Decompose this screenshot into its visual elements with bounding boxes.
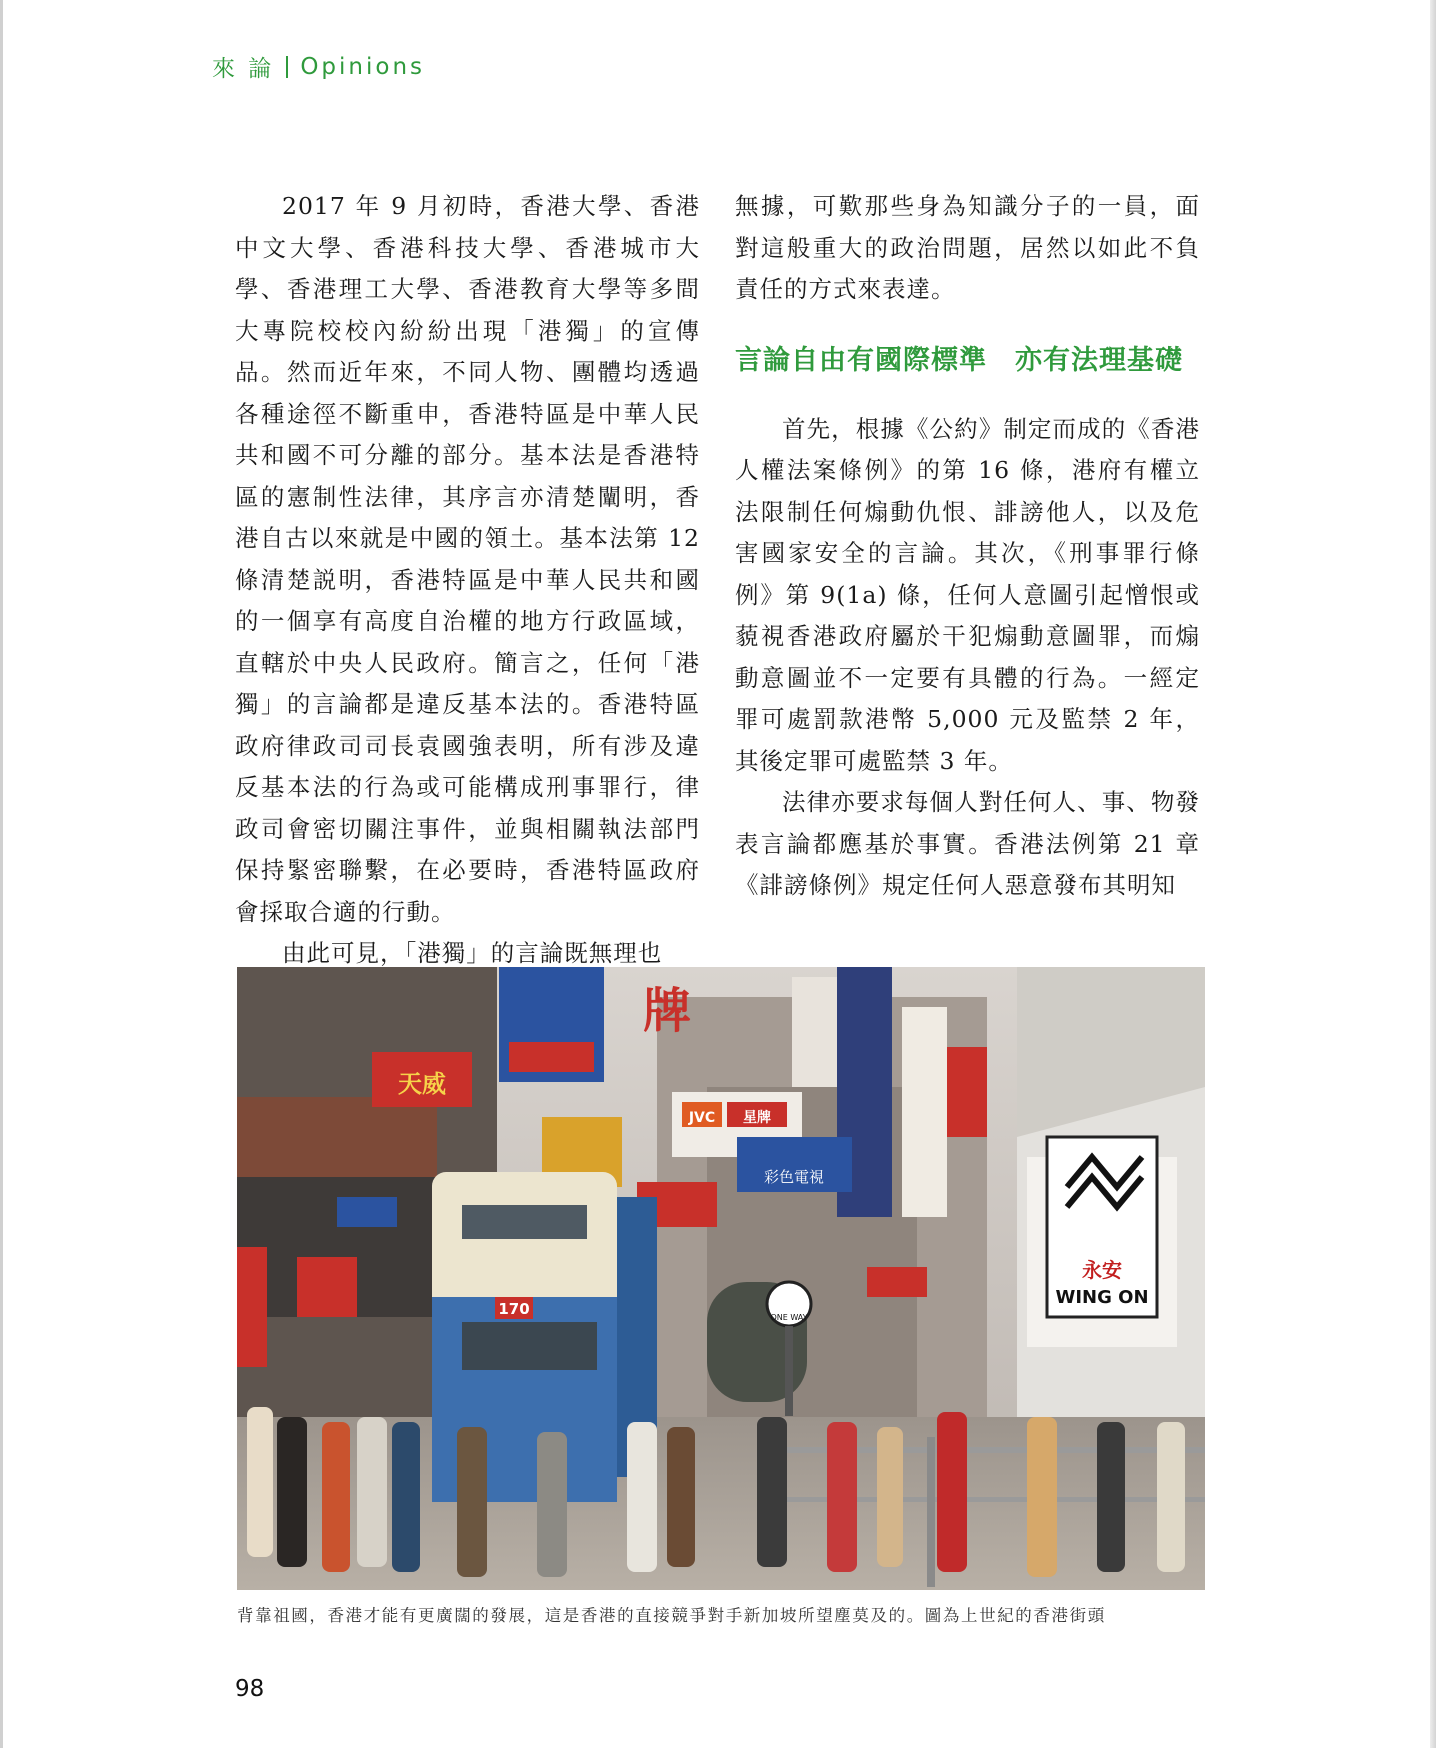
section-header — [212, 50, 425, 83]
left-column — [235, 186, 700, 975]
page-number: 98 — [235, 1676, 265, 1702]
wing-on-en-sign: WING ON — [1055, 1287, 1149, 1308]
color-tv-sign: 彩色電視 — [763, 1168, 825, 1186]
paragraph-1: 2017 年 9 月初時，香港大學、香港中文大學、香港科技大學、香港城市大學、香港理工大學、香港教育大學等多間大專院校校內紛紛出現「港獨」的宣傳品。然而近年來，不同人物、團體均透過各種途徑不斷重申，香港特區是中華人民共和國不可分離的部分。基本法是香港特區的憲制性法律，其序言亦清楚闡明，香港自古以來就是中國的領土。基本法第 12 條清楚説明，香港特區是中華人民共和國的一個享有高度自治權的地方行政區域，直轄於中央人民政府。簡言之，任何「港獨」的言論都是違反基本法的。香港特區政府律政司司長袁國強表明，所有涉及違反基本法的行為或可能構成刑事罪行，律政司會密切關注事件，並與相關執法部門保持緊密聯繫，在必要時，香港特區政府會採取合適的行動。 — [235, 192, 700, 926]
paragraph-3: 首先，根據《公約》制定而成的《香港人權法案條例》的第 16 條，港府有權立法限制任何煽動仇恨、誹謗他人，以及危害國家安全的言論。其次，《刑事罪行條例》第 9(1a) 條，任何人意圖引起憎恨或藐視香港政府屬於干犯煽動意圖罪，而煽動意圖並不一定要有具體的行為。一經定罪可處罰款港幣 5,000 元及監禁 2 年，其後定罪可處監禁 3 年。 — [735, 414, 1200, 775]
page-edge-right — [1430, 0, 1436, 1748]
one-way-sign: ONE WAY — [770, 1313, 808, 1322]
header-divider — [286, 56, 288, 78]
section-label-en: Opinions — [300, 53, 426, 80]
photo-caption: 背靠祖國，香港才能有更廣闊的發展，這是香港的直接競爭對手新加坡所望塵莫及的。圖為上世紀的香港街頭 — [237, 1606, 1106, 1625]
street-photo — [237, 967, 1205, 1590]
wing-on-zh-sign: 永安 — [1082, 1258, 1122, 1282]
page-edge-left — [0, 0, 3, 1748]
bus-route-number: 170 — [498, 1300, 530, 1318]
section-subheading: 言論自由有國際標準 亦有法理基礎 — [735, 344, 1183, 376]
tianwei-sign: 天威 — [398, 1070, 446, 1098]
right-column — [735, 186, 1200, 907]
paragraph-2-start: 由此可見，「港獨」的言論既無理也 — [282, 939, 663, 967]
pai-sign: 牌 — [642, 983, 692, 1039]
section-label-zh: 來 論 — [212, 56, 275, 82]
star-brand-sign: 星牌 — [743, 1110, 771, 1126]
paragraph-2-continued: 無據，可歎那些身為知識分子的一員，面對這般重大的政治問題，居然以如此不負責任的方式來表達。 — [735, 192, 1200, 303]
jvc-sign: JVC — [688, 1110, 716, 1126]
paragraph-4: 法律亦要求每個人對任何人、事、物發表言論都應基於事實。香港法例第 21 章《誹謗條例》規定任何人惡意發布其明知 — [735, 788, 1200, 899]
